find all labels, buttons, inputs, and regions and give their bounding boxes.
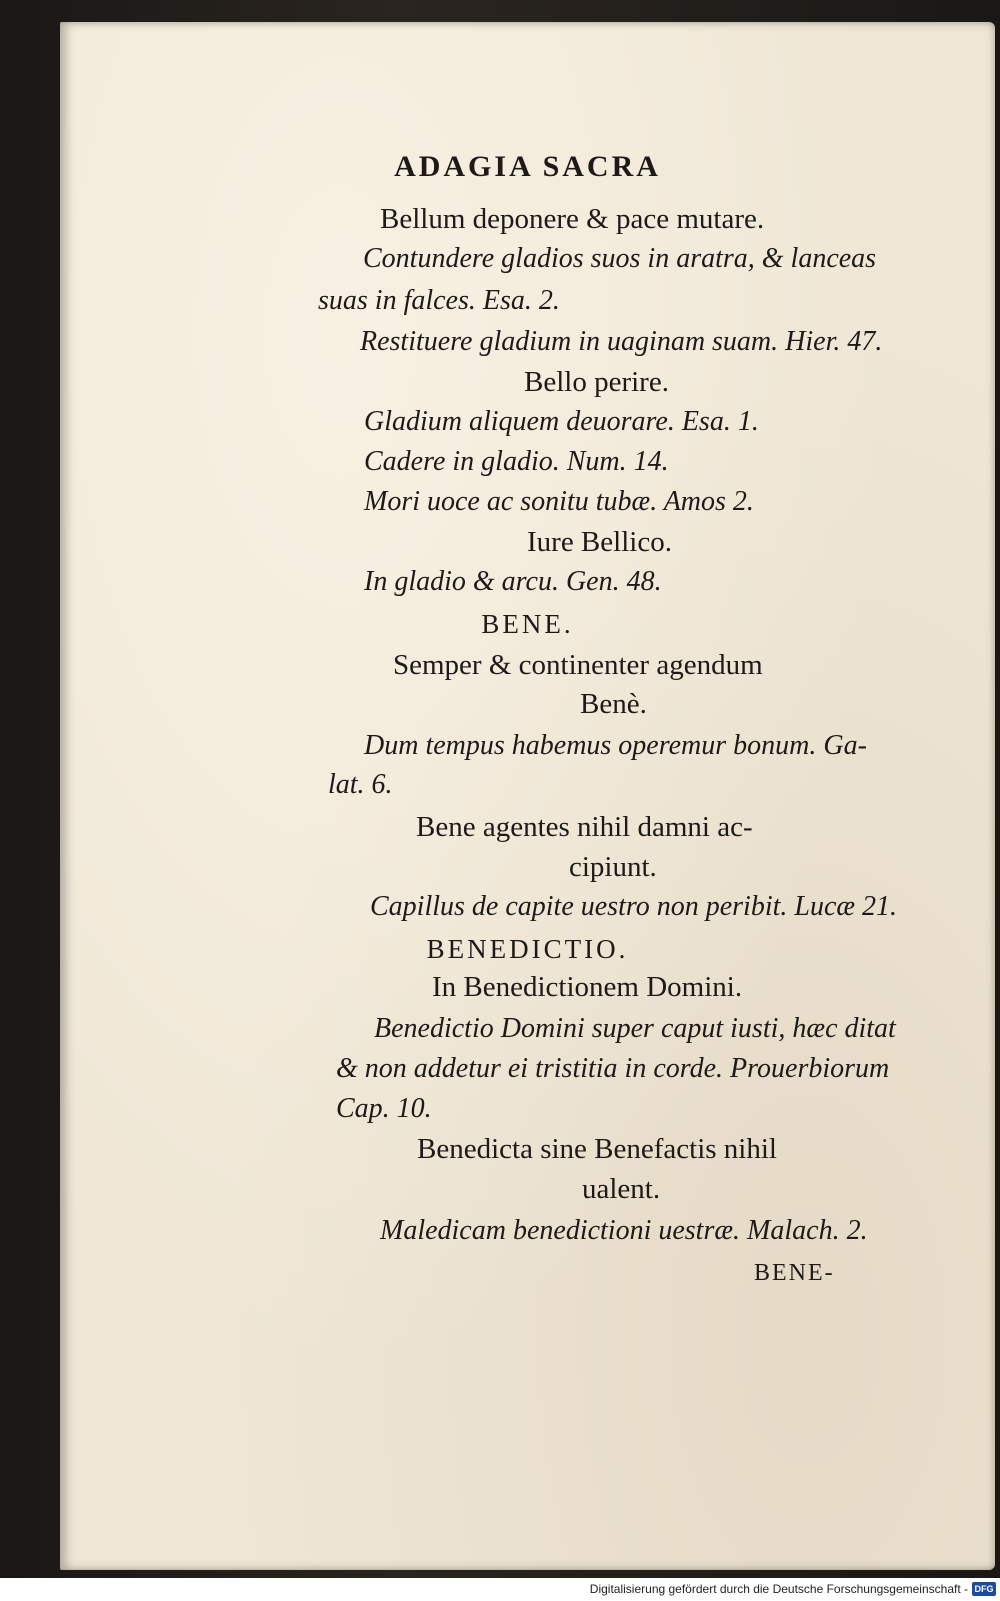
section-heading: BENE. (481, 609, 574, 639)
text-line: Contundere gladios suos in aratra, & lanceas (363, 243, 877, 274)
heading-line: cipiunt. (569, 851, 657, 883)
heading-line: Bello perire. (524, 366, 669, 398)
text-line: lat. 6. (328, 769, 393, 800)
text-line: Mori uoce ac sonitu tubæ. Amos 2. (364, 486, 754, 517)
text-line: Cadere in gladio. Num. 14. (364, 446, 669, 477)
text-line: Benedictio Domini super caput iusti, hæc ditat (374, 1013, 896, 1044)
text-line: Cap. 10. (336, 1093, 432, 1124)
book-page (60, 22, 995, 1570)
heading-line: Benedicta sine Benefactis nihil (417, 1133, 777, 1165)
catchword: BENE- (754, 1260, 835, 1286)
text-line: In gladio & arcu. Gen. 48. (364, 566, 662, 597)
heading-line: Benè. (580, 688, 647, 720)
text-line: Maledicam benedictioni uestræ. Malach. 2. (380, 1215, 868, 1246)
heading-line: ualent. (582, 1173, 661, 1205)
text-line: Restituere gladium in uaginam suam. Hier. 47. (360, 326, 883, 357)
footer-bar (0, 1578, 1000, 1601)
text-line: Dum tempus habemus operemur bonum. Ga- (364, 730, 867, 761)
heading-line: Bene agentes nihil damni ac- (416, 811, 753, 843)
running-head: ADAGIA SACRA (394, 150, 661, 183)
heading-line: In Benedictionem Domini. (432, 971, 743, 1003)
heading-line: Iure Bellico. (527, 526, 672, 558)
funding-note: Digitalisierung gefördert durch die Deutsche Forschungsgemeinschaft - (589, 1582, 968, 1596)
text-line: & non addetur ei tristitia in corde. Prouerbiorum (336, 1053, 890, 1084)
heading-line: Semper & continenter agendum (393, 649, 763, 681)
dfg-logo-icon: DFG (972, 1582, 996, 1596)
text-line: suas in falces. Esa. 2. (318, 285, 560, 316)
text-line: Gladium aliquem deuorare. Esa. 1. (364, 406, 759, 437)
heading-line: Bellum deponere & pace mutare. (380, 203, 765, 235)
section-heading: BENEDICTIO. (426, 934, 629, 964)
text-line: Capillus de capite uestro non peribit. Lucæ 21. (370, 891, 898, 922)
